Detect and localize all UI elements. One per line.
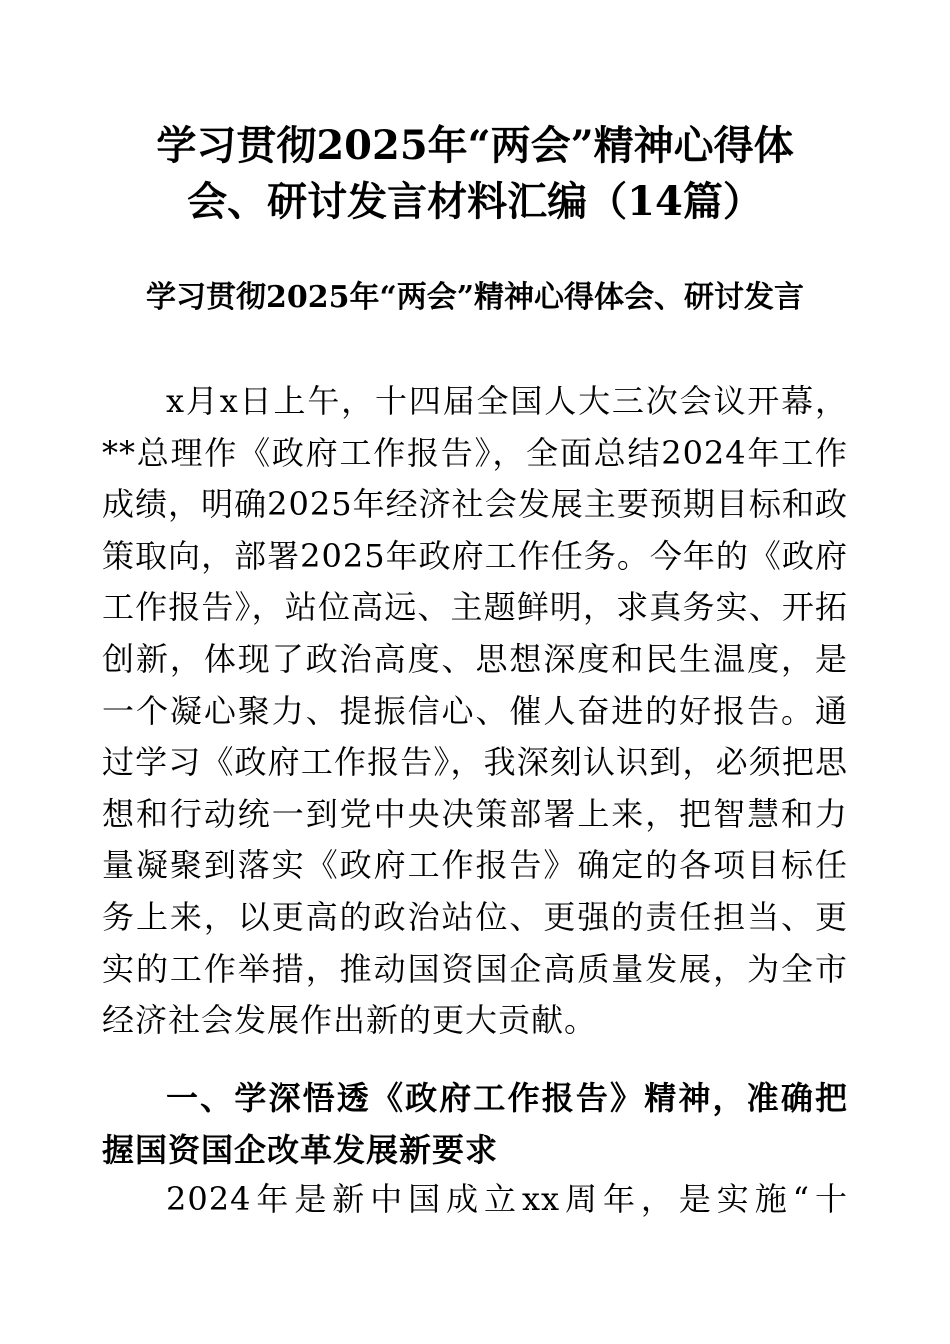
section-heading-1: 一、学深悟透《政府工作报告》精神，准确把握国资国企改革发展新要求 xyxy=(102,1079,848,1169)
document-title xyxy=(100,118,850,230)
document-subtitle: 学习贯彻2025年“两会”精神心得体会、研讨发言 xyxy=(145,280,804,315)
body-paragraph-intro: x月x日上午，十四届全国人大三次会议开幕，**总理作《政府工作报告》，全面总结2024年工作成绩，明确2025年经济社会发展主要预期目标和政策取向，部署2025年政府工作任务。今年的《政府工作报告》，站位高远、主题鲜明，求真务实、开拓创新，体现了政治高度、思想深度和民生温度，是一个凝心聚力、提振信心、催人奋进的好报告。通过学习《政府工作报告》，我深刻认识到，必须把思想和行动统一到党中央决策部署上来，把智慧和力量凝聚到落实《政府工作报告》确定的各项目标任务上来，以更高的政治站位、更强的责任担当、更实的工作举措，推动国资国企高质量发展，为全市经济社会发展作出新的更大贡献。 xyxy=(102,382,848,1040)
document-title-line-2: 会、研讨发言材料汇编（14篇） xyxy=(187,178,763,225)
body-paragraph-section-1: 2024年是新中国成立xx周年，是实施“十 xyxy=(166,1180,848,1218)
document-title-line-1: 学习贯彻2025年“两会”精神心得体 xyxy=(156,122,794,169)
